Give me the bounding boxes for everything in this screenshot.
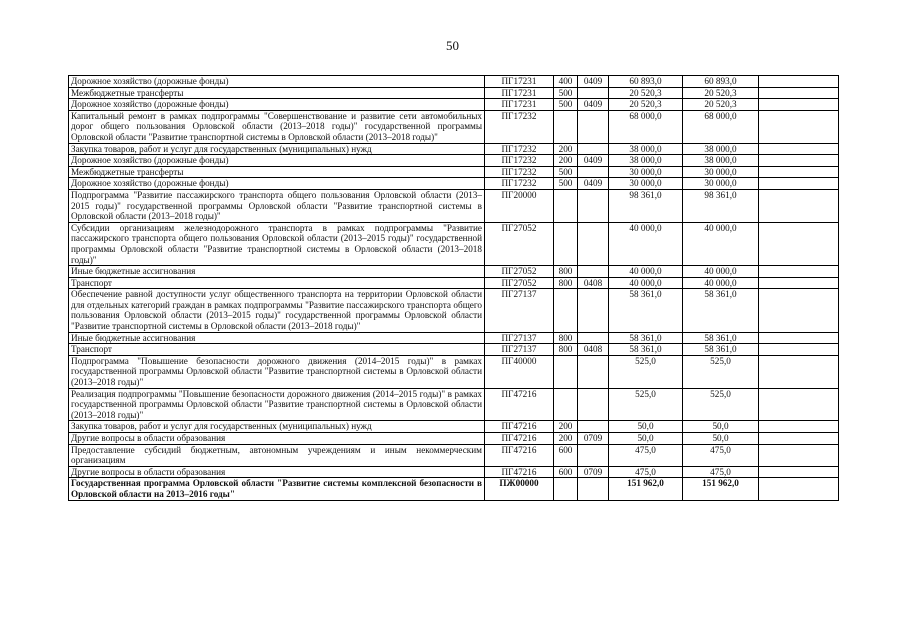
row-expense-type-cell xyxy=(554,110,578,143)
row-sum-cell: 525,0 xyxy=(683,355,759,388)
row-sum-cell: 38 000,0 xyxy=(609,155,683,167)
row-extra-cell xyxy=(759,344,839,356)
row-extra-cell xyxy=(759,155,839,167)
row-code-cell: ПГ17231 xyxy=(485,99,554,111)
row-sum-cell: 38 000,0 xyxy=(683,143,759,155)
row-section-cell xyxy=(578,289,609,332)
row-expense-type-cell xyxy=(554,355,578,388)
row-sum-cell: 30 000,0 xyxy=(683,166,759,178)
row-expense-type-cell: 500 xyxy=(554,166,578,178)
row-code-cell: ПГ27052 xyxy=(485,277,554,289)
row-section-cell xyxy=(578,143,609,155)
row-code-cell: ПГ27052 xyxy=(485,266,554,278)
row-extra-cell xyxy=(759,166,839,178)
budget-table-body xyxy=(69,76,839,501)
row-sum-cell: 58 361,0 xyxy=(609,332,683,344)
row-section-cell xyxy=(578,388,609,421)
row-sum-cell: 40 000,0 xyxy=(683,277,759,289)
row-name-cell: Государственная программа Орловской области "Развитие системы комплексной безопасности в Орловской области на 2013–2016 годы" xyxy=(69,478,485,500)
row-name-cell: Предоставление субсидий бюджетным, автономным учреждениям и иным некоммерческим организациям xyxy=(69,444,485,466)
row-sum-cell: 58 361,0 xyxy=(683,344,759,356)
row-expense-type-cell: 200 xyxy=(554,421,578,433)
row-sum-cell: 60 893,0 xyxy=(683,76,759,88)
row-expense-type-cell: 200 xyxy=(554,155,578,167)
row-name-cell: Дорожное хозяйство (дорожные фонды) xyxy=(69,76,485,88)
table-row xyxy=(69,289,839,332)
row-section-cell xyxy=(578,478,609,500)
row-sum-cell: 475,0 xyxy=(683,466,759,478)
row-sum-cell: 40 000,0 xyxy=(609,277,683,289)
row-expense-type-cell: 800 xyxy=(554,332,578,344)
row-sum-cell: 60 893,0 xyxy=(609,76,683,88)
row-sum-cell: 40 000,0 xyxy=(609,266,683,278)
row-code-cell: ПГ47216 xyxy=(485,433,554,445)
row-extra-cell xyxy=(759,277,839,289)
row-name-cell: Закупка товаров, работ и услуг для государственных (муниципальных) нужд xyxy=(69,421,485,433)
row-sum-cell: 38 000,0 xyxy=(683,155,759,167)
row-name-cell: Реализация подпрограммы "Повышение безопасности дорожного движения (2014–2015 годы)" в рамках государственной программы Орловской области "Развитие транспортной системы в Орловской области (2013–2018 годы)" xyxy=(69,388,485,421)
row-name-cell: Иные бюджетные ассигнования xyxy=(69,266,485,278)
row-section-cell: 0409 xyxy=(578,99,609,111)
row-sum-cell: 58 361,0 xyxy=(683,332,759,344)
row-expense-type-cell: 600 xyxy=(554,466,578,478)
row-section-cell xyxy=(578,189,609,222)
row-extra-cell xyxy=(759,355,839,388)
row-code-cell: ПГ27052 xyxy=(485,222,554,265)
row-sum-cell: 525,0 xyxy=(609,388,683,421)
row-sum-cell: 20 520,3 xyxy=(683,99,759,111)
row-extra-cell xyxy=(759,143,839,155)
row-expense-type-cell: 500 xyxy=(554,99,578,111)
table-row xyxy=(69,466,839,478)
row-extra-cell xyxy=(759,433,839,445)
row-name-cell: Дорожное хозяйство (дорожные фонды) xyxy=(69,155,485,167)
row-extra-cell xyxy=(759,222,839,265)
row-sum-cell: 68 000,0 xyxy=(683,110,759,143)
table-row xyxy=(69,99,839,111)
table-row xyxy=(69,87,839,99)
row-sum-cell: 68 000,0 xyxy=(609,110,683,143)
row-code-cell: ПГ17232 xyxy=(485,166,554,178)
row-code-cell: ПГ17231 xyxy=(485,87,554,99)
row-section-cell xyxy=(578,332,609,344)
row-extra-cell xyxy=(759,332,839,344)
row-name-cell: Транспорт xyxy=(69,277,485,289)
row-extra-cell xyxy=(759,87,839,99)
row-sum-cell: 30 000,0 xyxy=(609,166,683,178)
row-name-cell: Подпрограмма "Повышение безопасности дорожного движения (2014–2015 годы)" в рамках государственной программы Орловской области "Развитие транспортной системы в Орловской области (2013–2018 годы)" xyxy=(69,355,485,388)
page-number: 50 xyxy=(446,38,459,53)
row-name-cell: Транспорт xyxy=(69,344,485,356)
table-row xyxy=(69,166,839,178)
row-expense-type-cell xyxy=(554,289,578,332)
row-sum-cell: 98 361,0 xyxy=(609,189,683,222)
row-code-cell: ПГ40000 xyxy=(485,355,554,388)
table-row xyxy=(69,143,839,155)
row-code-cell: ПГ47216 xyxy=(485,388,554,421)
row-extra-cell xyxy=(759,388,839,421)
table-row xyxy=(69,110,839,143)
row-section-cell xyxy=(578,222,609,265)
row-sum-cell: 98 361,0 xyxy=(683,189,759,222)
row-name-cell: Закупка товаров, работ и услуг для государственных (муниципальных) нужд xyxy=(69,143,485,155)
row-section-cell: 0709 xyxy=(578,466,609,478)
row-extra-cell xyxy=(759,478,839,500)
row-expense-type-cell: 600 xyxy=(554,444,578,466)
row-expense-type-cell xyxy=(554,222,578,265)
row-expense-type-cell: 800 xyxy=(554,277,578,289)
row-code-cell: ПГ20000 xyxy=(485,189,554,222)
row-sum-cell: 20 520,3 xyxy=(683,87,759,99)
row-sum-cell: 20 520,3 xyxy=(609,87,683,99)
row-sum-cell: 50,0 xyxy=(609,421,683,433)
row-sum-cell: 475,0 xyxy=(609,444,683,466)
row-code-cell: ПЖ00000 xyxy=(485,478,554,500)
row-section-cell: 0409 xyxy=(578,155,609,167)
row-sum-cell: 50,0 xyxy=(683,433,759,445)
row-sum-cell: 38 000,0 xyxy=(609,143,683,155)
row-name-cell: Дорожное хозяйство (дорожные фонды) xyxy=(69,178,485,190)
row-sum-cell: 525,0 xyxy=(683,388,759,421)
row-sum-cell: 58 361,0 xyxy=(609,289,683,332)
row-name-cell: Другие вопросы в области образования xyxy=(69,433,485,445)
row-sum-cell: 30 000,0 xyxy=(683,178,759,190)
table-row xyxy=(69,189,839,222)
row-code-cell: ПГ47216 xyxy=(485,444,554,466)
row-code-cell: ПГ27137 xyxy=(485,289,554,332)
row-sum-cell: 475,0 xyxy=(609,466,683,478)
row-extra-cell xyxy=(759,189,839,222)
table-row xyxy=(69,355,839,388)
row-section-cell: 0409 xyxy=(578,178,609,190)
row-expense-type-cell xyxy=(554,388,578,421)
table-row xyxy=(69,344,839,356)
row-sum-cell: 30 000,0 xyxy=(609,178,683,190)
row-section-cell xyxy=(578,444,609,466)
row-extra-cell xyxy=(759,444,839,466)
row-code-cell: ПГ17231 xyxy=(485,76,554,88)
table-row xyxy=(69,433,839,445)
row-section-cell: 0408 xyxy=(578,344,609,356)
budget-table xyxy=(68,75,839,501)
row-code-cell: ПГ27137 xyxy=(485,344,554,356)
row-name-cell: Субсидии организациям железнодорожного транспорта в рамках подпрограммы "Развитие пассажирского транспорта общего пользования Орловской области (2013–2015 годы)" государственной программы Орловской области "Развитие транспортной системы в Орловской области (2013–2018 годы)" xyxy=(69,222,485,265)
row-expense-type-cell: 800 xyxy=(554,266,578,278)
row-sum-cell: 151 962,0 xyxy=(683,478,759,500)
table-row xyxy=(69,266,839,278)
row-sum-cell: 151 962,0 xyxy=(609,478,683,500)
row-code-cell: ПГ17232 xyxy=(485,155,554,167)
row-sum-cell: 40 000,0 xyxy=(683,266,759,278)
table-row xyxy=(69,388,839,421)
row-sum-cell: 20 520,3 xyxy=(609,99,683,111)
row-extra-cell xyxy=(759,289,839,332)
row-expense-type-cell: 400 xyxy=(554,76,578,88)
row-code-cell: ПГ17232 xyxy=(485,110,554,143)
table-row xyxy=(69,277,839,289)
row-name-cell: Иные бюджетные ассигнования xyxy=(69,332,485,344)
row-code-cell: ПГ47216 xyxy=(485,421,554,433)
row-name-cell: Межбюджетные трансферты xyxy=(69,166,485,178)
row-sum-cell: 58 361,0 xyxy=(609,344,683,356)
row-sum-cell: 40 000,0 xyxy=(609,222,683,265)
row-extra-cell xyxy=(759,110,839,143)
row-name-cell: Другие вопросы в области образования xyxy=(69,466,485,478)
row-section-cell xyxy=(578,266,609,278)
row-sum-cell: 58 361,0 xyxy=(683,289,759,332)
row-expense-type-cell: 500 xyxy=(554,87,578,99)
row-expense-type-cell: 800 xyxy=(554,344,578,356)
row-extra-cell xyxy=(759,421,839,433)
row-section-cell xyxy=(578,110,609,143)
row-name-cell: Межбюджетные трансферты xyxy=(69,87,485,99)
table-row xyxy=(69,222,839,265)
row-name-cell: Капитальный ремонт в рамках подпрограммы "Совершенствование и развитие сети автомобильных дорог общего пользования Орловской области (2013–2018 годы)" государственной программы Орловской области "Развитие транспортной системы в Орловской области (2013–2018 годы)" xyxy=(69,110,485,143)
row-code-cell: ПГ27137 xyxy=(485,332,554,344)
table-row xyxy=(69,178,839,190)
row-extra-cell xyxy=(759,466,839,478)
row-section-cell: 0408 xyxy=(578,277,609,289)
row-extra-cell xyxy=(759,266,839,278)
table-row xyxy=(69,332,839,344)
row-sum-cell: 475,0 xyxy=(683,444,759,466)
row-sum-cell: 40 000,0 xyxy=(683,222,759,265)
row-expense-type-cell xyxy=(554,189,578,222)
table-row xyxy=(69,76,839,88)
row-name-cell: Обеспечение равной доступности услуг общественного транспорта на территории Орловской области для отдельных категорий граждан в рамках подпрограммы "Развитие пассажирского транспорта общего пользования Орловской области (2013–2015 годы)" государственной программы Орловской области "Развитие транспортной системы в Орловской области (2013–2018 годы)" xyxy=(69,289,485,332)
row-extra-cell xyxy=(759,76,839,88)
row-expense-type-cell: 200 xyxy=(554,143,578,155)
row-name-cell: Дорожное хозяйство (дорожные фонды) xyxy=(69,99,485,111)
row-code-cell: ПГ17232 xyxy=(485,143,554,155)
table-row xyxy=(69,421,839,433)
row-sum-cell: 50,0 xyxy=(609,433,683,445)
table-row xyxy=(69,444,839,466)
row-section-cell xyxy=(578,87,609,99)
row-name-cell: Подпрограмма "Развитие пассажирского транспорта общего пользования Орловской области (2013–2015 годы)" государственной программы Орловской области "Развитие транспортной системы в Орловской области (2013–2018 годы)" xyxy=(69,189,485,222)
row-section-cell: 0709 xyxy=(578,433,609,445)
row-section-cell xyxy=(578,166,609,178)
row-extra-cell xyxy=(759,99,839,111)
row-expense-type-cell xyxy=(554,478,578,500)
row-section-cell xyxy=(578,421,609,433)
row-sum-cell: 50,0 xyxy=(683,421,759,433)
row-code-cell: ПГ17232 xyxy=(485,178,554,190)
row-section-cell: 0409 xyxy=(578,76,609,88)
row-expense-type-cell: 200 xyxy=(554,433,578,445)
row-section-cell xyxy=(578,355,609,388)
table-row xyxy=(69,155,839,167)
row-sum-cell: 525,0 xyxy=(609,355,683,388)
row-extra-cell xyxy=(759,178,839,190)
row-expense-type-cell: 500 xyxy=(554,178,578,190)
table-row xyxy=(69,478,839,500)
row-code-cell: ПГ47216 xyxy=(485,466,554,478)
